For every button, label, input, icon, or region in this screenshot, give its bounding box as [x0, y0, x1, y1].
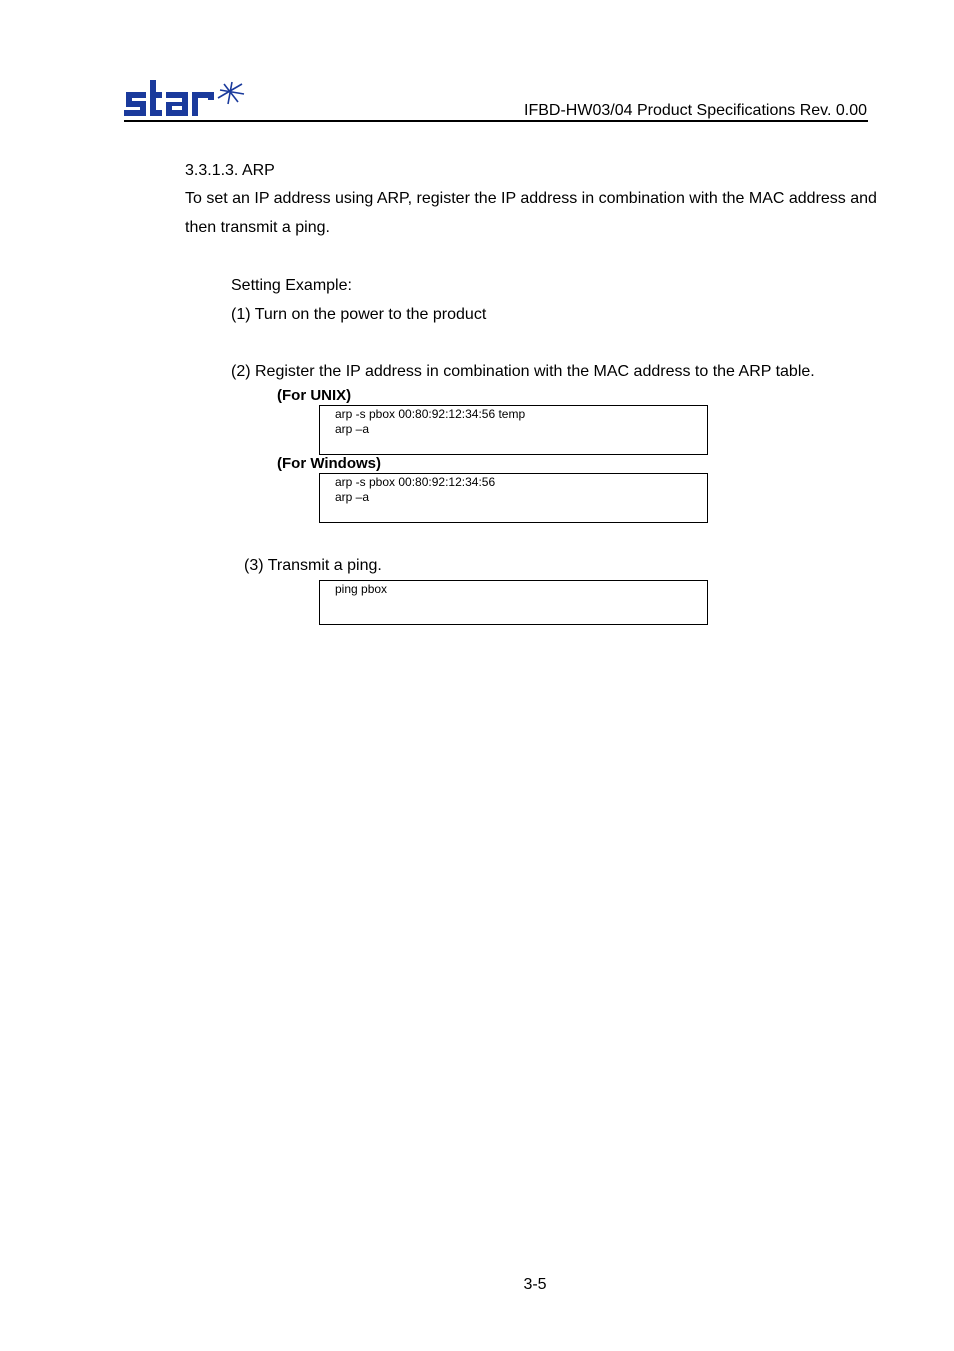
intro-line-2: then transmit a ping.	[185, 219, 330, 236]
intro-line-1: To set an IP address using ARP, register the IP address in combination with the MAC address and	[185, 190, 877, 207]
page-number: 3-5	[523, 1276, 547, 1293]
star-logo-graphic	[124, 76, 248, 122]
code-line: arp –a	[335, 422, 370, 436]
windows-label: (For Windows)	[277, 455, 382, 472]
windows-code-box	[319, 473, 708, 523]
step-3: (3) Transmit a ping.	[244, 557, 382, 574]
setting-example-title: Setting Example:	[231, 277, 352, 294]
header-divider	[124, 120, 868, 122]
ping-code-box	[319, 580, 708, 625]
section-heading: 3.3.1.3. ARP	[185, 162, 275, 179]
step-2: (2) Register the IP address in combination with the MAC address to the ARP table.	[231, 363, 815, 380]
code-line: arp –a	[335, 490, 370, 504]
document-title: IFBD-HW03/04 Product Specifications Rev. 0.00	[524, 102, 867, 119]
code-line: arp -s pbox 00:80:92:12:34:56 temp	[335, 407, 526, 421]
step-1: (1) Turn on the power to the product	[231, 306, 487, 323]
code-line: arp -s pbox 00:80:92:12:34:56	[335, 475, 496, 489]
star-logo	[124, 76, 248, 122]
unix-code-box	[319, 405, 708, 455]
unix-label: (For UNIX)	[277, 387, 352, 404]
code-line: ping pbox	[335, 582, 388, 596]
